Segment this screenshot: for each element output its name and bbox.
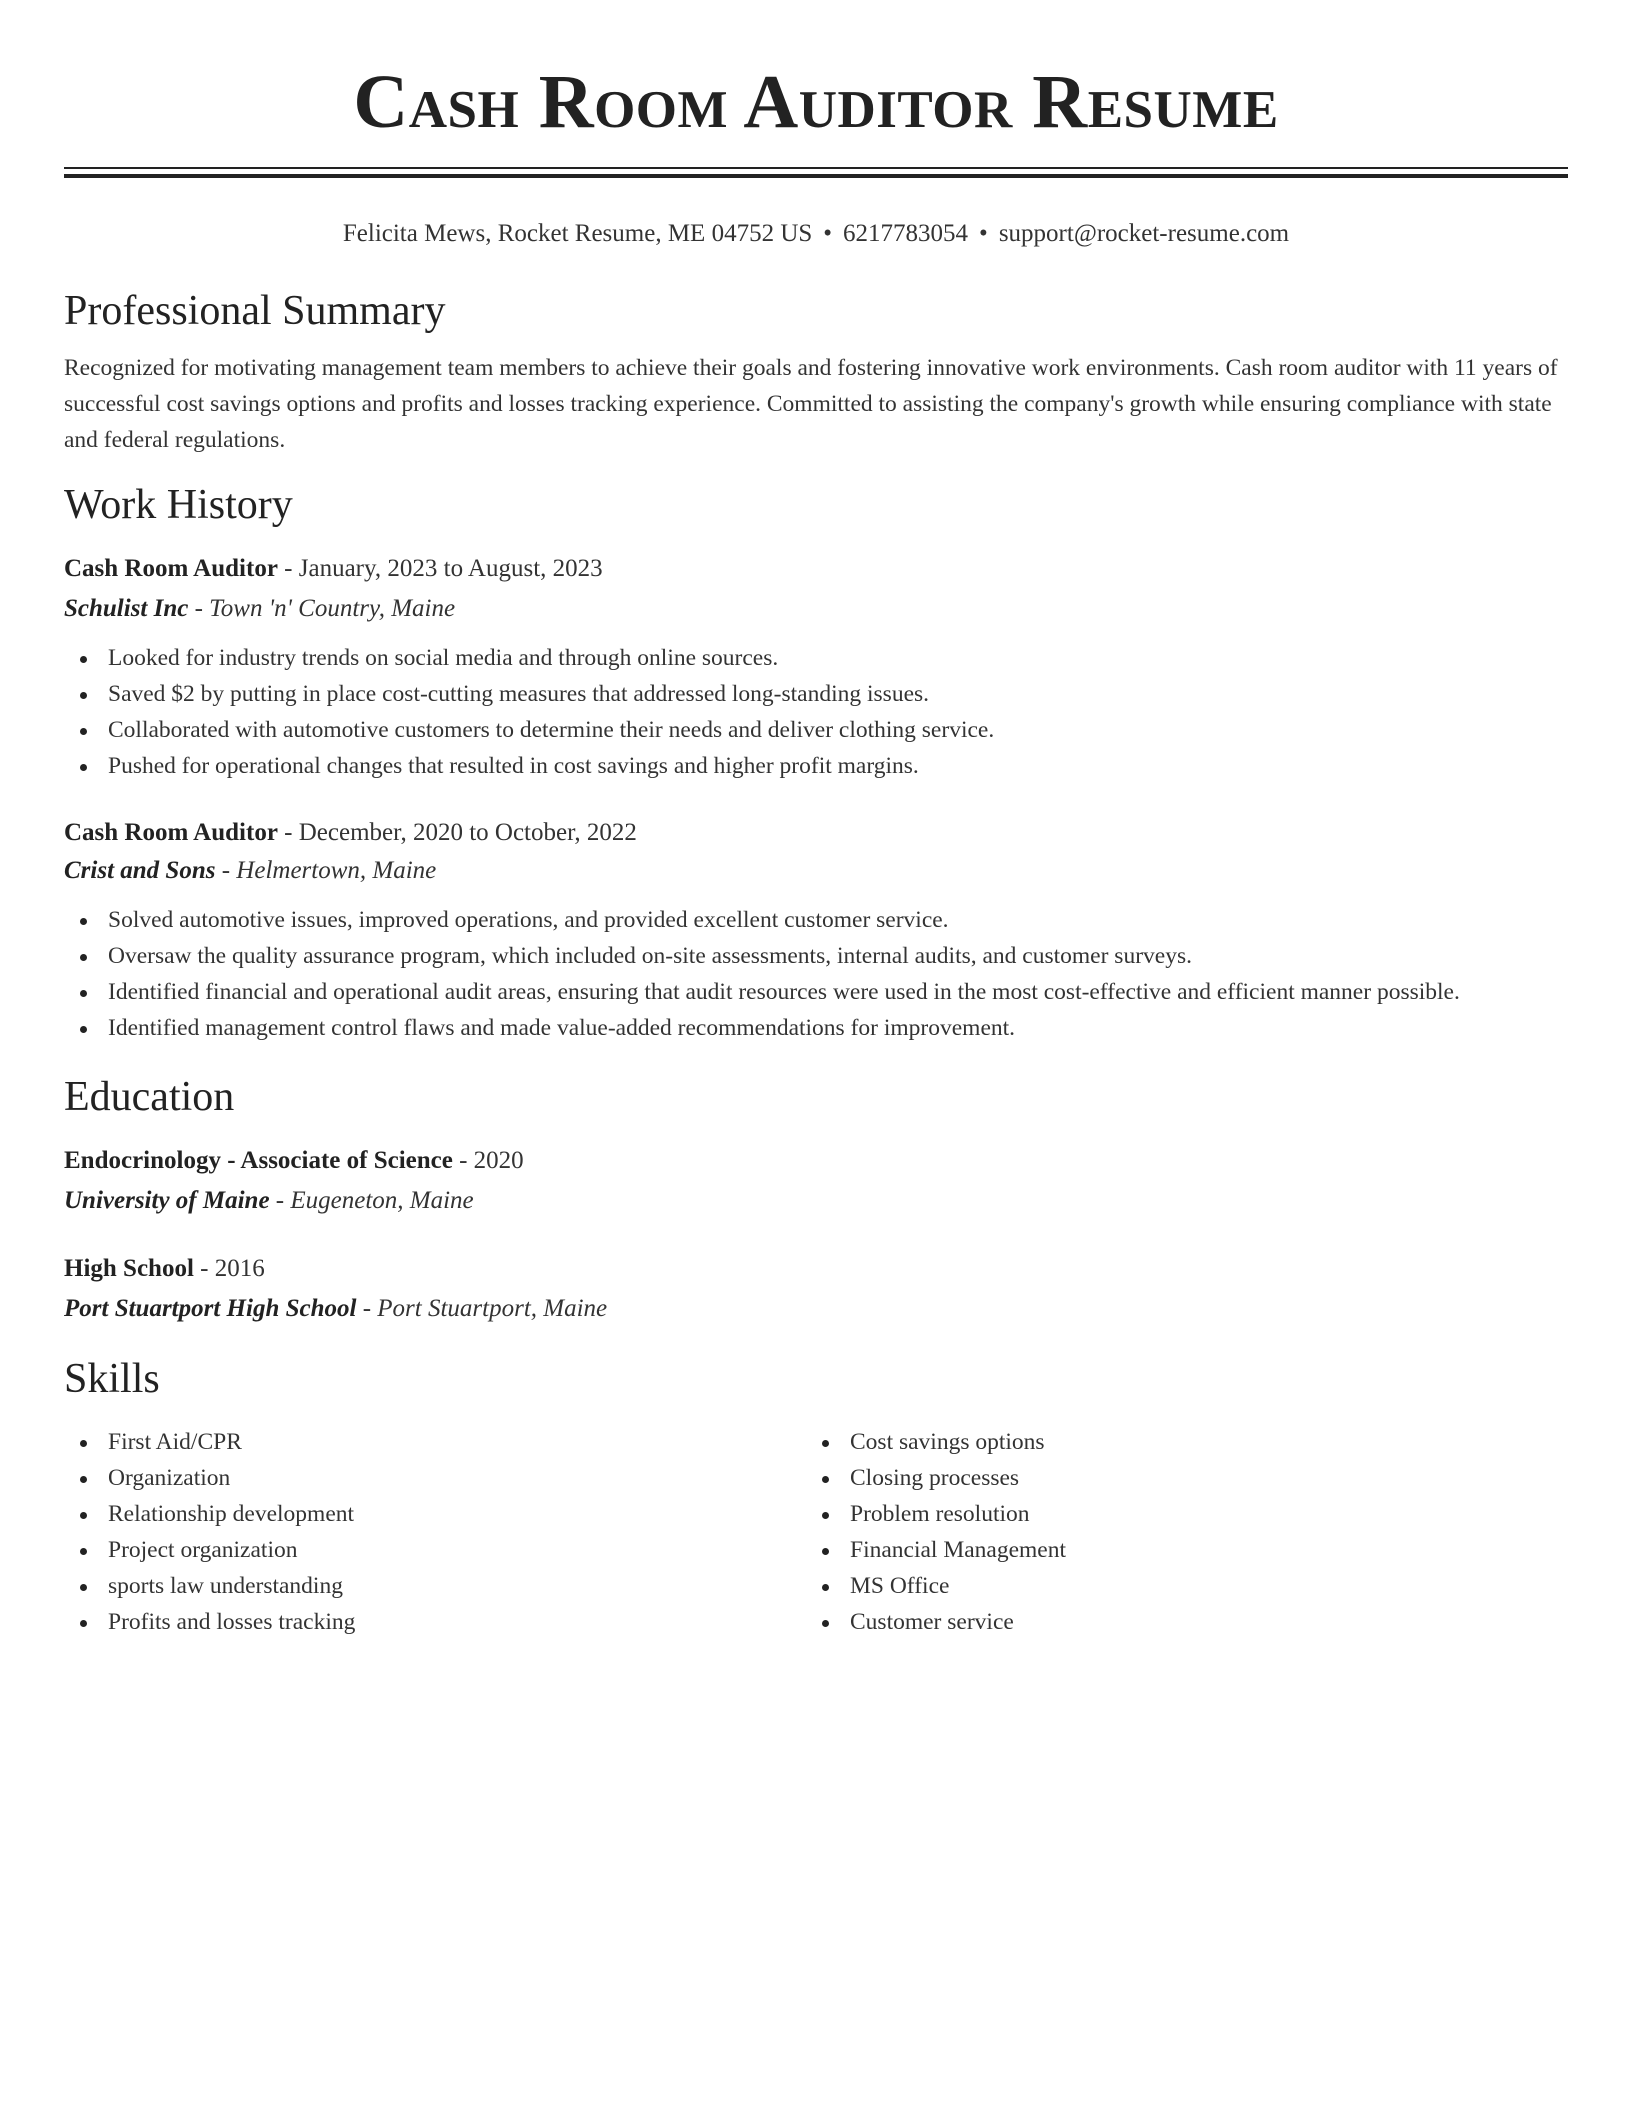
- skills-list: [64, 1424, 806, 1640]
- summary-text: Recognized for motivating management team members to achieve their goals and fostering innovative work environments. Cash room auditor with 11 years of successful cost savings options and profits and losses tracking experience. Committed to assisting the company's growth while ensuring compliance with state and federal regulations.: [64, 355, 1558, 453]
- skills-heading: Skills: [64, 1356, 160, 1402]
- summary-heading: Professional Summary: [64, 288, 446, 334]
- skills-list: [806, 1424, 1548, 1640]
- job-bullet: Pushed for operational changes that resulted in cost savings and higher profit margins.: [64, 748, 1568, 784]
- skill-item: Closing processes: [806, 1460, 1548, 1496]
- skill-item: sports law understanding: [64, 1568, 806, 1604]
- job-location: - Town 'n' Country, Maine: [188, 595, 456, 622]
- education-school: Port Stuartport High School: [64, 1295, 357, 1322]
- skill-item: Project organization: [64, 1532, 806, 1568]
- education-heading: Education: [64, 1074, 235, 1120]
- job-company: Schulist Inc: [64, 595, 189, 622]
- skill-item: Profits and losses tracking: [64, 1604, 806, 1640]
- contact-separator: •: [823, 220, 833, 247]
- education-degree: Endocrinology - Associate of Science: [64, 1147, 453, 1174]
- job-company: Crist and Sons: [64, 857, 216, 884]
- education-school: University of Maine: [64, 1187, 270, 1214]
- skill-item: Organization: [64, 1460, 806, 1496]
- job-bullet: Identified management control flaws and made value-added recommendations for improvement.: [64, 1010, 1568, 1046]
- education-year: - 2016: [193, 1255, 265, 1282]
- job-bullets: [64, 902, 1568, 1046]
- skills-column-left: [64, 1424, 806, 1640]
- job-bullet: Oversaw the quality assurance program, which included on-site assessments, internal audits, and customer surveys.: [64, 938, 1568, 974]
- job-role: Cash Room Auditor: [64, 819, 278, 846]
- education-entry: [64, 1144, 1568, 1218]
- job-bullet: Saved $2 by putting in place cost-cutting measures that addressed long-standing issues.: [64, 676, 1568, 712]
- job-entry: [64, 816, 1568, 1046]
- job-company-line: [64, 854, 1568, 888]
- job-bullet: Looked for industry trends on social media and through online sources.: [64, 640, 1568, 676]
- education-location: - Port Stuartport, Maine: [356, 1295, 608, 1322]
- resume-title: Cash Room Auditor Resume: [353, 60, 1279, 144]
- contact-phone: 6217783054: [843, 220, 969, 247]
- skills-column-right: [806, 1424, 1548, 1640]
- skill-item: Relationship development: [64, 1496, 806, 1532]
- job-dates: - January, 2023 to August, 2023: [277, 555, 603, 582]
- skill-item: MS Office: [806, 1568, 1548, 1604]
- education-degree-line: [64, 1144, 1568, 1178]
- skill-item: Cost savings options: [806, 1424, 1548, 1460]
- job-bullet: Identified financial and operational audit areas, ensuring that audit resources were used in the most cost-effective and efficient manner possible.: [64, 974, 1568, 1010]
- contact-email: support@rocket-resume.com: [998, 220, 1290, 247]
- education-entry: [64, 1252, 1568, 1326]
- job-title-line: [64, 552, 1568, 586]
- job-location: - Helmertown, Maine: [215, 857, 437, 884]
- title-divider: [64, 167, 1568, 178]
- job-dates: - December, 2020 to October, 2022: [277, 819, 637, 846]
- contact-line: [64, 218, 1568, 250]
- work-history-heading: Work History: [64, 482, 293, 528]
- education-location: - Eugeneton, Maine: [269, 1187, 474, 1214]
- job-company-line: [64, 592, 1568, 626]
- job-bullet: Collaborated with automotive customers to determine their needs and deliver clothing service.: [64, 712, 1568, 748]
- education-year: - 2020: [452, 1147, 524, 1174]
- job-title-line: [64, 816, 1568, 850]
- education-degree-line: [64, 1252, 1568, 1286]
- skill-item: First Aid/CPR: [64, 1424, 806, 1460]
- education-degree: High School: [64, 1255, 194, 1282]
- education-school-line: [64, 1184, 1568, 1218]
- skill-item: Financial Management: [806, 1532, 1548, 1568]
- job-bullets: [64, 640, 1568, 784]
- job-entry: [64, 552, 1568, 784]
- skills-grid: [64, 1424, 1568, 1640]
- job-role: Cash Room Auditor: [64, 555, 278, 582]
- skill-item: Problem resolution: [806, 1496, 1548, 1532]
- job-bullet: Solved automotive issues, improved operations, and provided excellent customer service.: [64, 902, 1568, 938]
- skill-item: Customer service: [806, 1604, 1548, 1640]
- education-school-line: [64, 1292, 1568, 1326]
- contact-address: Felicita Mews, Rocket Resume, ME 04752 US: [342, 220, 813, 247]
- contact-separator: •: [979, 220, 988, 247]
